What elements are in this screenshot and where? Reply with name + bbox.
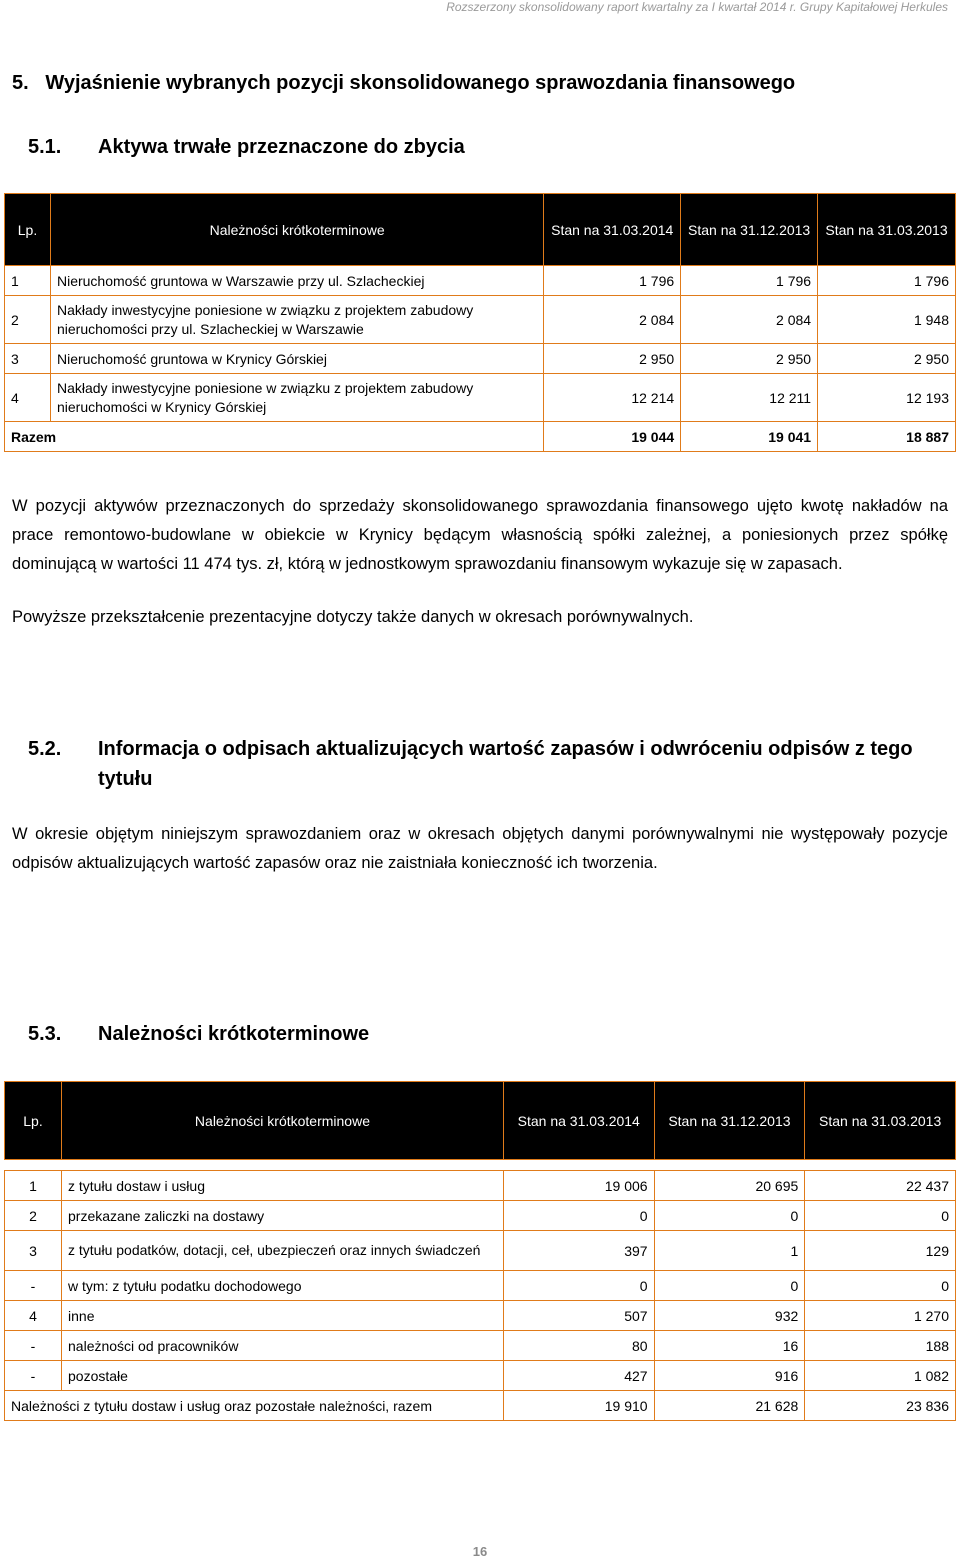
section-5-2-heading <box>28 734 938 794</box>
row-value-1: 2 950 <box>544 344 681 374</box>
total-value-2: 21 628 <box>654 1391 805 1421</box>
row-lp: 1 <box>5 1171 62 1201</box>
header-col-2: Stan na 31.12.2013 <box>681 194 818 266</box>
row-name: Nakłady inwestycyjne poniesione w związku z projektem zabudowy nieruchomości w Krynicy Górskiej <box>50 374 543 422</box>
row-name: Nakłady inwestycyjne poniesione w związku z projektem zabudowy nieruchomości przy ul. Szlacheckiej w Warszawie <box>50 296 543 344</box>
row-value-2: 932 <box>654 1301 805 1331</box>
table-row <box>5 1201 956 1231</box>
header-lp: Lp. <box>5 1082 62 1160</box>
row-value-3: 0 <box>805 1271 956 1301</box>
table-row <box>5 1171 956 1201</box>
row-value-2: 16 <box>654 1331 805 1361</box>
row-name: inne <box>62 1301 504 1331</box>
row-name: należności od pracowników <box>62 1331 504 1361</box>
section-5-heading: 5. Wyjaśnienie wybranych pozycji skonsolidowanego sprawozdania finansowego <box>12 72 796 94</box>
row-value-2: 0 <box>654 1271 805 1301</box>
row-value-1: 0 <box>503 1271 654 1301</box>
total-value-3: 18 887 <box>818 422 956 452</box>
row-value-1: 12 214 <box>544 374 681 422</box>
row-lp: - <box>5 1271 62 1301</box>
row-name: Nieruchomość gruntowa w Krynicy Górskiej <box>50 344 543 374</box>
header-col-3: Stan na 31.03.2013 <box>818 194 956 266</box>
row-value-3: 188 <box>805 1331 956 1361</box>
row-value-2: 0 <box>654 1201 805 1231</box>
row-value-2: 12 211 <box>681 374 818 422</box>
short-term-receivables-table <box>4 1081 956 1421</box>
header-col-3: Stan na 31.03.2013 <box>805 1082 956 1160</box>
page-number: 16 <box>472 1544 488 1559</box>
row-lp: - <box>5 1361 62 1391</box>
row-name: z tytułu podatków, dotacji, ceł, ubezpieczeń oraz innych świadczeń <box>62 1231 504 1271</box>
section-title: Informacja o odpisach aktualizujących wartość zapasów i odwróceniu odpisów z tego tytułu <box>98 738 913 790</box>
row-value-1: 397 <box>503 1231 654 1271</box>
row-name: z tytułu dostaw i usług <box>62 1171 504 1201</box>
row-value-2: 2 950 <box>681 344 818 374</box>
paragraph-assets-note: W pozycji aktywów przeznaczonych do sprzedaży skonsolidowanego sprawozdania finansowego ujęto kwotę nakładów na prace remontowo-budowlane w obiekcie w Krynicy będącym własnością spółki zależnej, a poniesionych przez spółkę dominującą w wartości 11 474 tys. zł, którą w jednostkowym sprawozdaniu finansowym wykazuje się w zapasach. <box>12 497 948 573</box>
total-value-2: 19 041 <box>681 422 818 452</box>
section-title: Należności krótkoterminowe <box>98 1023 370 1045</box>
table-row <box>5 344 956 374</box>
spacer-row <box>5 1160 956 1171</box>
header-col-1: Stan na 31.03.2014 <box>544 194 681 266</box>
row-value-3: 2 950 <box>818 344 956 374</box>
row-value-3: 1 948 <box>818 296 956 344</box>
header-col-2: Stan na 31.12.2013 <box>654 1082 805 1160</box>
table-row <box>5 296 956 344</box>
section-5-3-heading <box>28 1023 369 1046</box>
section-number: 5.1. <box>28 136 62 158</box>
row-value-1: 19 006 <box>503 1171 654 1201</box>
header-name: Należności krótkoterminowe <box>62 1082 504 1160</box>
row-value-3: 129 <box>805 1231 956 1271</box>
paragraph-restatement-note: Powyższe przekształcenie prezentacyjne dotyczy także danych w okresach porównywalnych. <box>12 608 694 626</box>
assets-held-for-sale-table <box>4 193 956 452</box>
row-lp: 1 <box>5 266 51 296</box>
row-value-2: 1 796 <box>681 266 818 296</box>
row-name: przekazane zaliczki na dostawy <box>62 1201 504 1231</box>
total-label: Razem <box>5 422 544 452</box>
row-lp: - <box>5 1331 62 1361</box>
total-row <box>5 422 956 452</box>
row-lp: 3 <box>5 344 51 374</box>
table-row <box>5 1301 956 1331</box>
table-row <box>5 1271 956 1301</box>
table-header-row <box>5 1082 956 1160</box>
header-name: Należności krótkoterminowe <box>50 194 543 266</box>
table-header-row <box>5 194 956 266</box>
row-value-3: 1 082 <box>805 1361 956 1391</box>
row-value-3: 0 <box>805 1201 956 1231</box>
table-row <box>5 1361 956 1391</box>
row-name: pozostałe <box>62 1361 504 1391</box>
row-value-2: 1 <box>654 1231 805 1271</box>
row-value-2: 916 <box>654 1361 805 1391</box>
row-value-3: 12 193 <box>818 374 956 422</box>
section-number: 5.3. <box>28 1023 62 1045</box>
section-number: 5.2. <box>28 738 62 760</box>
section-5-1-heading <box>28 136 465 159</box>
header-col-1: Stan na 31.03.2014 <box>503 1082 654 1160</box>
row-value-1: 0 <box>503 1201 654 1231</box>
row-lp: 2 <box>5 1201 62 1231</box>
row-lp: 4 <box>5 374 51 422</box>
total-value-3: 23 836 <box>805 1391 956 1421</box>
row-value-1: 1 796 <box>544 266 681 296</box>
row-lp: 4 <box>5 1301 62 1331</box>
row-value-1: 507 <box>503 1301 654 1331</box>
section-title: Aktywa trwałe przeznaczone do zbycia <box>98 136 465 158</box>
row-name: Nieruchomość gruntowa w Warszawie przy ul. Szlacheckiej <box>50 266 543 296</box>
row-value-3: 1 270 <box>805 1301 956 1331</box>
table-row <box>5 1331 956 1361</box>
paragraph-inventory-writedowns: W okresie objętym niniejszym sprawozdaniem oraz w okresach objętych danymi porównywalnymi nie występowały pozycje odpisów aktualizujących wartość zapasów oraz nie zaistniała konieczność ich tworzenia. <box>12 825 948 872</box>
row-value-1: 427 <box>503 1361 654 1391</box>
table-row <box>5 374 956 422</box>
row-value-3: 1 796 <box>818 266 956 296</box>
total-value-1: 19 910 <box>503 1391 654 1421</box>
row-lp: 3 <box>5 1231 62 1271</box>
row-value-3: 22 437 <box>805 1171 956 1201</box>
row-name: w tym: z tytułu podatku dochodowego <box>62 1271 504 1301</box>
row-value-1: 2 084 <box>544 296 681 344</box>
row-value-2: 20 695 <box>654 1171 805 1201</box>
table-row <box>5 266 956 296</box>
table-row <box>5 1231 956 1271</box>
total-label: Należności z tytułu dostaw i usług oraz pozostałe należności, razem <box>5 1391 504 1421</box>
row-lp: 2 <box>5 296 51 344</box>
total-row <box>5 1391 956 1421</box>
total-value-1: 19 044 <box>544 422 681 452</box>
row-value-2: 2 084 <box>681 296 818 344</box>
header-lp: Lp. <box>5 194 51 266</box>
row-value-1: 80 <box>503 1331 654 1361</box>
running-header: Rozszerzony skonsolidowany raport kwartalny za I kwartał 2014 r. Grupy Kapitałowej Herkules <box>446 0 948 14</box>
